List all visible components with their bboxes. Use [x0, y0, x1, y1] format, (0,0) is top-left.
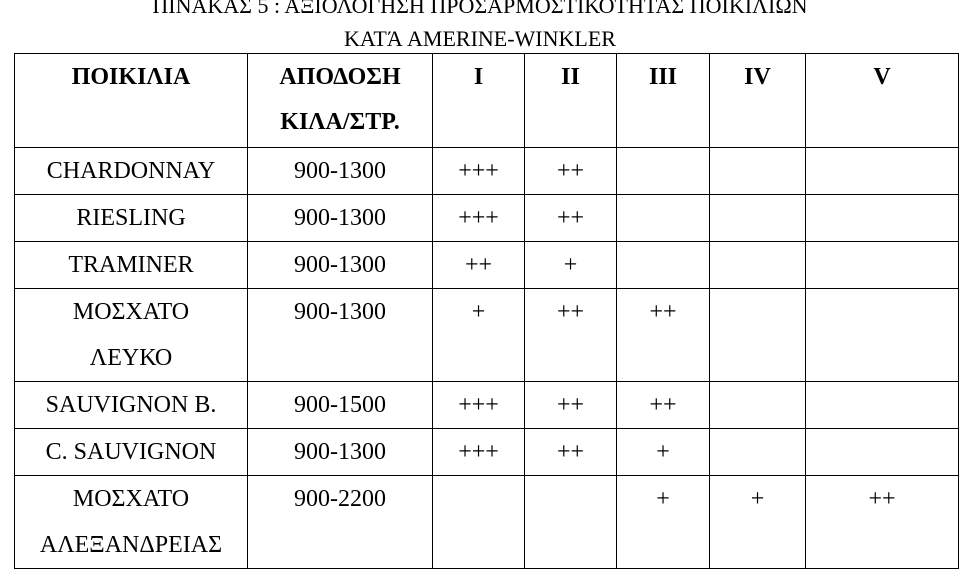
- zone-cell: [433, 476, 525, 569]
- zone-cell: [710, 148, 806, 195]
- table-row: [15, 289, 959, 382]
- zone-cell: [710, 289, 806, 382]
- zone-cell: [617, 242, 710, 289]
- zone-cell: +: [710, 476, 806, 569]
- table-row: [15, 195, 959, 242]
- zone-cell: +++: [433, 195, 525, 242]
- zone-cell: [617, 148, 710, 195]
- zone-cell: +: [617, 429, 710, 476]
- zone-cell: +++: [433, 148, 525, 195]
- header-row: [15, 54, 959, 148]
- table-row: [15, 148, 959, 195]
- zone-cell: [806, 242, 959, 289]
- zone-cell: ++: [525, 148, 617, 195]
- zone-cell: +: [617, 476, 710, 569]
- zone-cell: ++: [525, 195, 617, 242]
- zone-cell: [617, 195, 710, 242]
- variety-cell: ΜΟΣΧΑΤΟ ΛΕΥΚΟ: [15, 289, 248, 382]
- zone-cell: +: [433, 289, 525, 382]
- header-zone-iv: IV: [710, 54, 806, 148]
- variety-cell: ΜΟΣΧΑΤΟ ΑΛΕΞΑΝΔΡΕΙΑΣ: [15, 476, 248, 569]
- zone-cell: [806, 148, 959, 195]
- table-subcaption: ΚΑΤΆ AMERINE-WINKLER: [344, 26, 616, 51]
- yield-cell: 900-1300: [248, 289, 433, 382]
- zone-cell: [806, 429, 959, 476]
- zone-cell: [806, 382, 959, 429]
- zone-cell: +++: [433, 429, 525, 476]
- variety-cell: SAUVIGNON B.: [15, 382, 248, 429]
- yield-cell: 900-1300: [248, 195, 433, 242]
- zone-cell: ++: [525, 289, 617, 382]
- table-row: [15, 429, 959, 476]
- header-zone-v: V: [806, 54, 959, 148]
- zone-cell: [710, 382, 806, 429]
- zone-cell: ++: [617, 382, 710, 429]
- zone-cell: [525, 476, 617, 569]
- table-row: [15, 382, 959, 429]
- zone-cell: +++: [433, 382, 525, 429]
- yield-cell: 900-1300: [248, 242, 433, 289]
- variety-cell: TRAMINER: [15, 242, 248, 289]
- zone-cell: [710, 195, 806, 242]
- zone-cell: [806, 289, 959, 382]
- suitability-table: [14, 53, 959, 569]
- yield-cell: 900-2200: [248, 476, 433, 569]
- header-yield: ΑΠΟΔΟΣΗ ΚΙΛΑ/ΣΤΡ.: [248, 54, 433, 148]
- table-caption: ΠΙΝΑΚΑΣ 5 : ΑΞΙΟΛΟΓΗΣΗ ΠΡΟΣΑΡΜΟΣΤΙΚΟΤΗΤΑΣ ΠΟΙΚΙΛΙΩΝ: [152, 0, 808, 18]
- variety-cell: CHARDONNAY: [15, 148, 248, 195]
- header-zone-ii: II: [525, 54, 617, 148]
- zone-cell: [806, 195, 959, 242]
- zone-cell: ++: [525, 382, 617, 429]
- yield-cell: 900-1300: [248, 148, 433, 195]
- table-row: [15, 476, 959, 569]
- zone-cell: [710, 242, 806, 289]
- zone-cell: ++: [617, 289, 710, 382]
- header-zone-iii: III: [617, 54, 710, 148]
- zone-cell: ++: [525, 429, 617, 476]
- variety-cell: RIESLING: [15, 195, 248, 242]
- header-variety: ΠΟΙΚΙΛΙΑ: [15, 54, 248, 148]
- zone-cell: +: [525, 242, 617, 289]
- yield-cell: 900-1500: [248, 382, 433, 429]
- zone-cell: [710, 429, 806, 476]
- zone-cell: ++: [433, 242, 525, 289]
- header-zone-i: I: [433, 54, 525, 148]
- zone-cell: ++: [806, 476, 959, 569]
- variety-cell: C. SAUVIGNON: [15, 429, 248, 476]
- yield-cell: 900-1300: [248, 429, 433, 476]
- table-row: [15, 242, 959, 289]
